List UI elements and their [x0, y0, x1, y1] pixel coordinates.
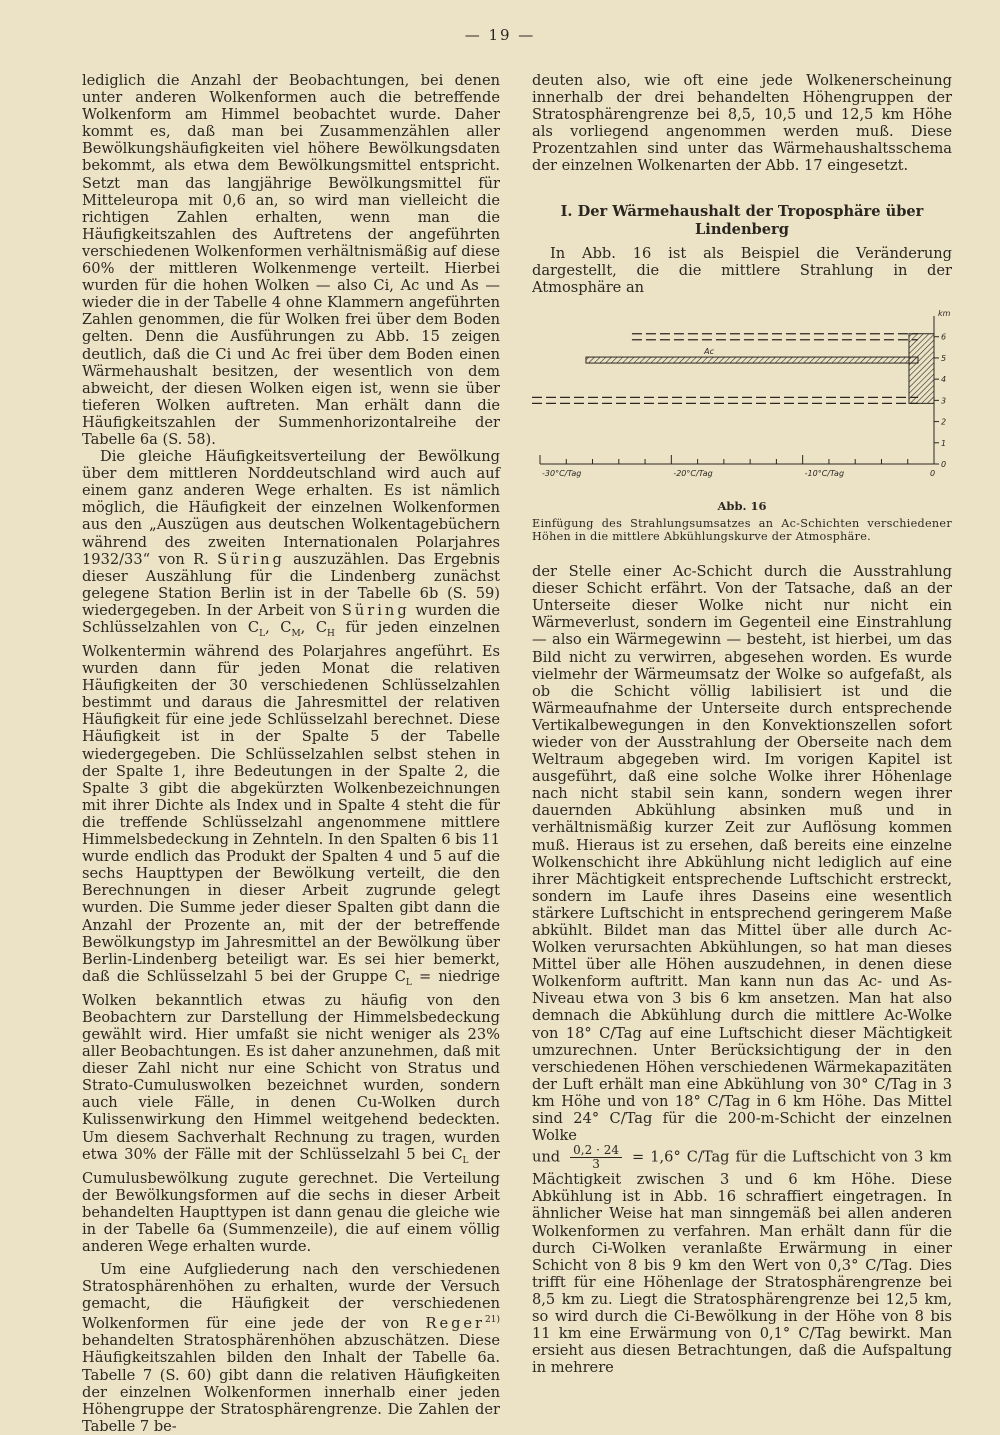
paragraph	[532, 563, 952, 1144]
paragraph	[532, 72, 952, 175]
ac-layer-label: Ac	[704, 346, 715, 356]
author-name: Süring	[341, 601, 410, 619]
x-tick-label: -10°C/Tag	[804, 468, 845, 478]
subscript: H	[327, 628, 335, 639]
paragraph-text: und	[532, 1148, 561, 1166]
paragraph-text: lediglich die Anzahl der Beobachtungen, bei denen unter anderen Wolkenformen auch die betreffende Wolkenform am Himmel beobachtet wurde. Daher kommt es, daß man bei Zusammenzählen aller Bewölkungshäufigkeiten viel höhere Bewölkungsdaten bekommt, als etwa dem Bewölkungsmittel entspricht. Setzt man das langjährige Bewölkungsmittel für Mitteleuropa mit 0,6 an, so wird man vielleicht die richtigen Zahlen erhalten, wenn man die Häufigkeitszahlen des Auftretens der angeführten verschiedenen Wolkenformen verhältnismäßig auf diese 60% der mittleren Wolkenmenge verteilt. Hierbei wurden für die hohen Wolken — also Ci, Ac und As — wieder die in der Tabelle 4 ohne Klammern angeführten Zahlen genommen, die für Wolken frei über dem Boden gelten. Denn die Ausführungen zu Abb. 15 zeigen deutlich, daß die Ci und Ac frei über dem Boden einen Wärmehaushalt besitzen, der wesentlich von dem abweicht, der diesen Wolken eigen ist, wenn sie über tieferen Wolken auftreten. Man erhält dann die Häufigkeitszahlen der Summenhorizontalreihe der Tabelle 6a (S. 58).	[82, 72, 500, 448]
left-column	[82, 72, 501, 1435]
fraction	[570, 1144, 622, 1171]
paragraph-text: der Cumulusbewölkung zugute gerechnet. Die Verteilung der Bewölkungsformen auf die sechs in dieser Arbeit behandelten Haupttypen ist dann genau die gleiche wie in der Tabelle 6a (Summenzeile), die auf einem völlig anderen Wege erhalten wurde.	[82, 1145, 500, 1255]
figure	[532, 306, 952, 543]
paragraph-text: deuten also, wie oft eine jede Wolkenerscheinung innerhalb der drei behandelten Höhengruppen der Stratosphärengrenze bei 8,5, 10,5 und 12,5 km Höhe als vorliegend angenommen werden muß. Diese Prozentzahlen sind unter das Wärmehaushaltsschema der einzelnen Wolkenarten der Abb. 17 eingesetzt.	[532, 72, 952, 175]
ac-layer-bar	[586, 357, 918, 363]
figure-title: Abb. 16	[717, 498, 767, 513]
paragraph	[82, 1261, 500, 1435]
y-tick-label: 2	[941, 417, 947, 427]
author-name: Süring	[217, 550, 285, 568]
y-tick-label: 1	[941, 438, 947, 448]
paragraph-text: der Stelle einer Ac-Schicht durch die Ausstrahlung dieser Schicht erfährt. Von der Tatsache, daß an der Unterseite dieser Wolke nicht nur nicht ein Wärmeverlust, sondern im Gegenteil eine Einstrahlung — also ein Wärmegewinn — besteht, ist hierbei, um das Bild nicht zu verwirren, abgesehen worden. Es wurde vielmehr der Wärmeumsatz der Wolke so aufgefaßt, als ob die Schicht völlig labilisiert ist und die Wärmeaufnahme der Unterseite durch entsprechende Vertikalbewegungen in den Konvektionszellen sofort wieder von der Ausstrahlung der Oberseite nach dem Weltraum abgegeben wird. Im vorigen Kapitel ist ausgeführt, daß eine solche Wolke ihrer Höhenlage nach nicht stabil sein kann, sondern wegen ihrer dauernden Abkühlung absinken muß und in verhältnismäßig kurzer Zeit zur Auflösung kommen muß. Hieraus ist zu ersehen, daß bereits eine einzelne Wolkenschicht ihre Abkühlung nicht lediglich auf eine ihrer Mächtigkeit entsprechende Luftschicht erstreckt, sondern im Laufe ihres Daseins eine wesentlich stärkere Luftschicht in entsprechend geringerem Maße abkühlt. Bildet man das Mittel über alle durch Ac-Wolken verursachten Abkühlungen, so hat man dieses Mittel über alle Höhen auszudehnen, in denen diese Wolkenform auftritt. Man kann nun das Ac- und As-Niveau etwa von 3 bis 6 km ansetzen. Man hat also demnach die Abkühlung durch die mittlere Ac-Wolke von 18° C/Tag auf eine Luftschicht dieser Mächtigkeit umzurechnen. Unter Berücksichtigung der in den verschiedenen Höhen verschiedenen Wärmekapazitäten der Luft erhält man eine Abkühlung von 30° C/Tag in 3 km Höhe und von 18° C/Tag in 6 km Höhe. Das Mittel sind 24° C/Tag für die 200-m-Schicht der einzelnen Wolke	[532, 563, 952, 1145]
paragraph-text: , C	[300, 619, 328, 636]
y-axis-label: km	[938, 308, 951, 318]
paragraph-text: , C	[265, 619, 292, 636]
paragraph-text: auszuzählen. Das Ergebnis dieser Auszählung für die Lindenberg zunächst gelegene Station Berlin ist in der Tabelle 6b (S. 59) wiedergegeben. In der Arbeit von	[82, 550, 500, 619]
paragraph	[532, 1144, 952, 1376]
figure-caption: Einfügung des Strahlungsumsatzes an Ac-Schichten verschiedener Höhen in die mittlere Abkühlungskurve der Atmosphäre.	[532, 517, 952, 544]
y-tick-label: 3	[941, 396, 947, 406]
paragraph-text: In Abb. 16 ist als Beispiel die Veränderung dargestellt, die die mittlere Strahlung in der Atmosphäre an	[532, 244, 952, 296]
paragraph	[82, 72, 500, 448]
right-column	[532, 72, 952, 1376]
y-tick-label: 5	[941, 353, 947, 363]
paragraph-text: wurden die Schlüsselzahlen von C	[82, 601, 500, 636]
paragraph-text: = niedrige Wolken bekanntlich etwas zu häufig von den Beobachtern zur Darstellung der Himmelsbedeckung gewählt wird. Hier umfaßt sie nicht weniger als 23% aller Beobachtungen. Es ist daher anzunehmen, daß mit dieser Zahl nicht nur eine Schicht von Stratus und Strato-Cumuluswolken bezeichnet wurden, sondern auch viele Fälle, in denen Cu-Wolken durch Kulissenwirkung den Himmel weitgehend bedeckten. Um diesem Sachverhalt Rechnung zu tragen, wurden etwa 30% der Fälle mit der Schlüsselzahl 5 bei C	[82, 967, 500, 1163]
x-tick-label: -20°C/Tag	[673, 468, 713, 478]
hatched-cooling-column	[909, 334, 934, 404]
author-name: Reger	[425, 1315, 486, 1333]
fraction-denominator: 3	[592, 1157, 600, 1172]
y-tick-label: 0	[941, 459, 947, 469]
y-tick-label: 4	[941, 374, 947, 384]
footnote-ref: 21)	[485, 1315, 501, 1326]
figure-chart	[532, 306, 952, 486]
page-number: — 19 —	[464, 26, 536, 44]
x-tick-label: -30°C/Tag	[542, 468, 582, 478]
paragraph-text: Um eine Aufgliederung nach den verschiedenen Stratosphärenhöhen zu erhalten, wurde der Versuch gemacht, die Häufigkeit der verschiedenen Wolkenformen für eine jede der von	[82, 1261, 500, 1333]
fraction-numerator: 0,2 · 24	[570, 1144, 622, 1158]
subscript: L	[462, 1155, 469, 1166]
subscript: L	[405, 977, 412, 988]
paragraph-text: behandelten Stratosphärenhöhen abzuschätzen. Diese Häufigkeitszahlen bilden den Inhalt der Tabelle 6a. Tabelle 7 (S. 60) gibt dann die relativen Häufigkeiten der einzelnen Wolkenformen innerhalb einer jeden Höhengruppe der Stratosphärengrenze. Die Zahlen der Tabelle 7 be-	[82, 1332, 500, 1435]
paragraph	[82, 448, 500, 1255]
paragraph-text: für jeden einzelnen Wolkentermin während des Polarjahres angeführt. Es wurden dann für jeden Monat die relativen Häufigkeiten der 30 verschiedenen Schlüsselzahlen bestimmt und daraus die Jahresmittel der relativen Häufigkeit für eine jede Schlüsselzahl berechnet. Diese Häufigkeit ist in der Spalte 5 der Tabelle wiedergegeben. Die Schlüsselzahlen selbst stehen in der Spalte 1, ihre Bedeutungen in der Spalte 2, die Spalte 3 gibt die abgekürzten Wolkenbezeichnungen mit ihrer Dichte als Index und in Spalte 4 steht die für die treffende Schlüsselzahl angenommene mittlere Himmelsbedeckung in Zehnteln. In den Spalten 6 bis 11 wurde endlich das Produkt der Spalten 4 und 5 auf die sechs Haupttypen der Bewölkung verteilt, die den Berechnungen in dieser Arbeit zugrunde gelegt wurden. Die Summe jeder dieser Spalten gibt dann die Anzahl der Prozente an, mit der der betreffende Bewölkungstyp im Jahresmittel an der Bewölkung über Berlin-Lindenberg beteiligt war. Es sei hier bemerkt, daß die Schlüsselzahl 5 bei der Gruppe C	[82, 619, 500, 985]
subscript: L	[259, 628, 266, 639]
section-heading: I. Der Wärmehaushalt der Troposphäre über Lindenberg	[560, 202, 924, 238]
paragraph	[532, 245, 952, 296]
x-tick-label: 0	[930, 468, 936, 478]
paragraph-text: Die gleiche Häufigkeitsverteilung der Bewölkung über dem mittleren Norddeutschland wird auch auf einem ganz anderen Wege erhalten. Es ist nämlich möglich, die Häufigkeit der einzelnen Wolkenformen aus den „Auszügen aus deutschen Wolkentagebüchern während des zweiten Internationalen Polarjahres 1932/33“ von R.	[82, 448, 500, 568]
y-tick-label: 6	[941, 332, 947, 342]
paragraph-text: = 1,6° C/Tag für die Luftschicht von 3 km Mächtigkeit zwischen 3 und 6 km Höhe. Diese Abkühlung ist in Abb. 16 schraffiert eingetragen. In ähnlicher Weise hat man sinngemäß bei allen anderen Wolkenformen zu verfahren. Man erhält dann für die durch Ci-Wolken veranlaßte Erwärmung in einer Schicht von 8 bis 9 km den Wert von 0,3° C/Tag. Dies trifft für eine Höhenlage der Stratosphärengrenze bei 8,5 km zu. Liegt die Stratosphärengrenze bei 12,5 km, so wird durch die Ci-Bewölkung in der Höhe von 8 bis 11 km eine Erwärmung von 0,1° C/Tag bewirkt. Man ersieht aus diesen Betrachtungen, daß die Aufspaltung in mehrere	[532, 1148, 952, 1377]
subscript: M	[291, 628, 301, 639]
